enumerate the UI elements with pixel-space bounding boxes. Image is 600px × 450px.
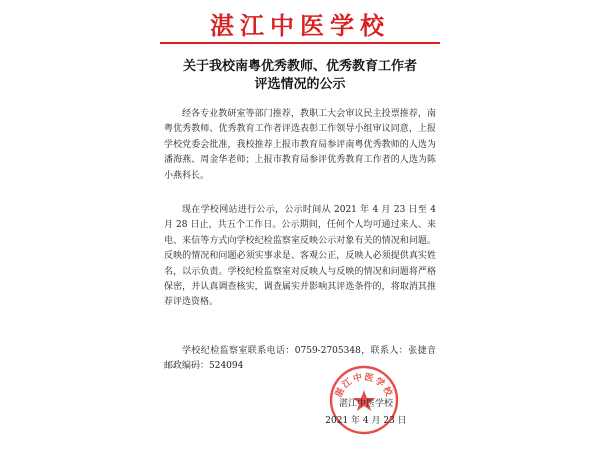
signoff-organization: 湛江中医学校 [338,399,393,409]
masthead-rule [160,42,440,44]
paragraph-nomination [164,107,436,184]
document-page [150,0,450,450]
notice-title-line-1: 关于我校南粤优秀教师、优秀教育工作者 [182,59,417,74]
paragraph-text: 经各专业教研室等部门推荐，教职工大会审议民主投票推荐，南粤优秀教师、优秀教育工作者评选表彰工作领导小组审议同意，上报学校党委会批准，我校推荐上报市教育局参评南粤优秀教师的人选为潘海燕、周金华老师；上报市教育局参评优秀教育工作者的人选为陈小燕科长。 [164,109,436,181]
seal-text: 湛江中医学校 [333,372,395,400]
paragraph-text: 现在学校网站进行公示，公示时间从 2021 年 4 月 23 日至 4 月 28 日止，共五个工作日。公示期间，任何个人均可通过来人、来电、来信等方式向学校纪检监察室反映公示对象有关的情况和问题。反映的情况和问题必须实事求是、客观公正，反映人必须提供真实姓名，以示负责。学校纪检监察室对反映人与反映的情况和问题将严格保密，并认真调查核实，调查属实并影响其评选条件的，将取消其推荐评选资格。 [164,205,436,308]
signoff-date: 2021 年 4 月 23 日 [325,416,407,426]
paragraph-text: 学校纪检监察室联系电话：0759-2705348，联系人：张捷音 邮政编码：524094 [164,346,446,372]
notice-title-line-2: 评选情况的公示 [254,77,346,92]
paragraph-publicity [164,203,436,311]
masthead-title: 湛江中医学校 [210,12,390,40]
